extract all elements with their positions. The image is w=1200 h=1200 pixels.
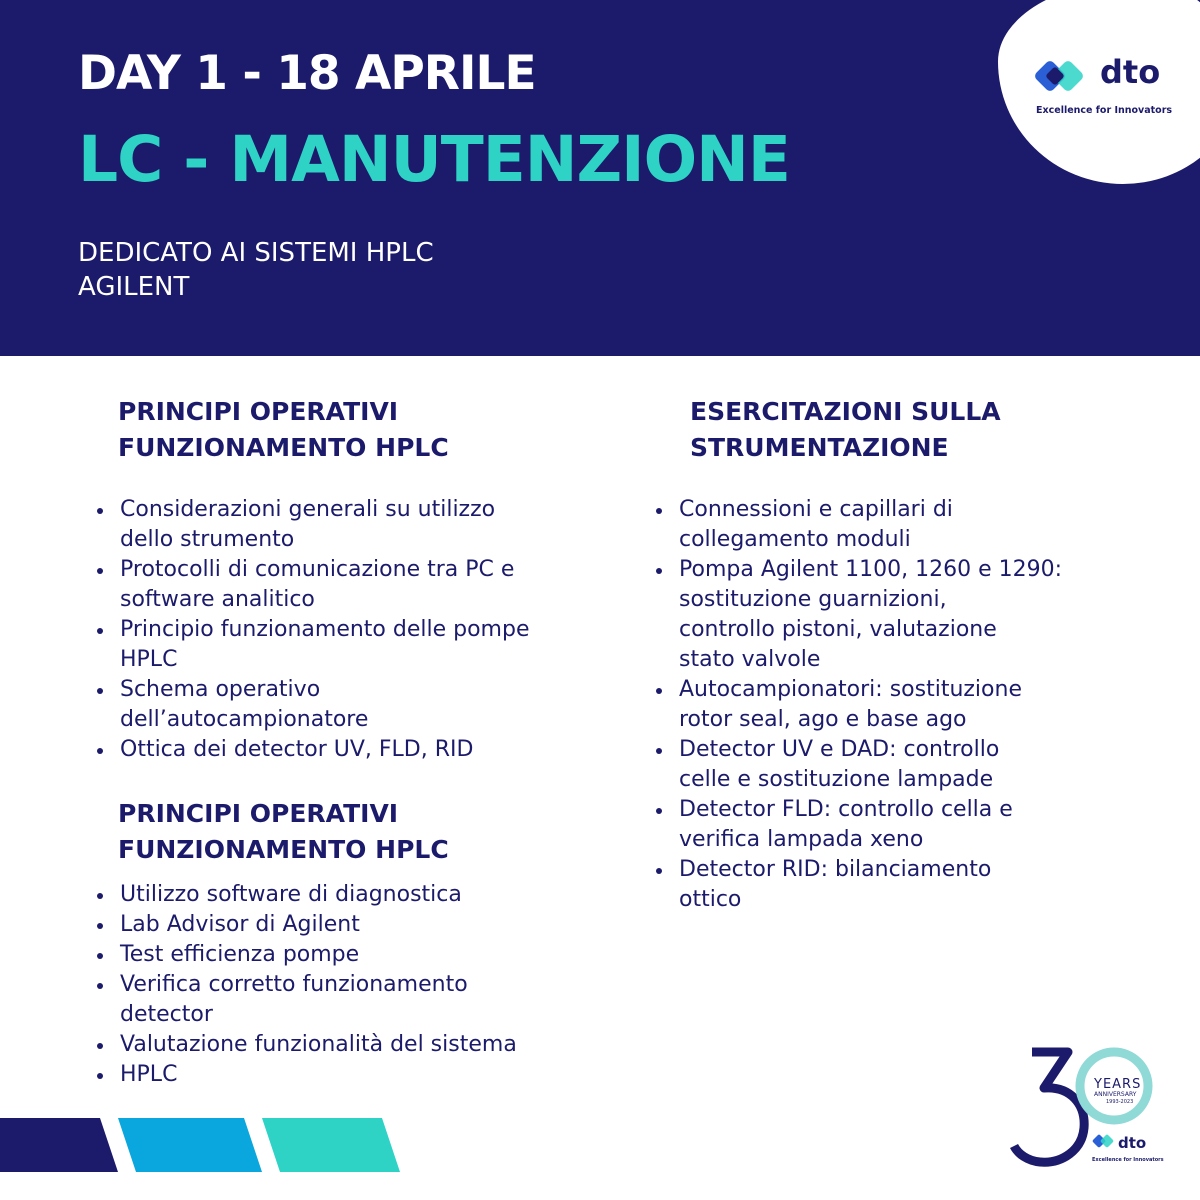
anniversary-30-logo	[1010, 1042, 1170, 1172]
subtitle-line-2: AGILENT	[78, 272, 190, 302]
list-item: Utilizzo software di diagnostica	[94, 880, 614, 910]
subtitle	[78, 236, 434, 304]
anniversary-years: YEARS	[1094, 1077, 1142, 1092]
section-title-esercitazioni	[690, 394, 1001, 466]
section-title-line: PRINCIPI OPERATIVI	[118, 397, 399, 426]
list-principi-2	[94, 880, 614, 1090]
list-principi-1	[94, 495, 614, 765]
logo-bubble	[998, 0, 1200, 184]
list-item: Connessioni e capillari di collegamento moduli	[653, 495, 1123, 555]
list-item: Detector RID: bilanciamento ottico	[653, 855, 1123, 915]
stripe-teal	[262, 1118, 400, 1172]
header-banner	[0, 0, 1200, 356]
list-esercitazioni	[653, 495, 1123, 915]
list-item: Schema operativo dell’autocampionatore	[94, 675, 614, 735]
decorative-stripes	[0, 1118, 400, 1172]
list-item: Verifica corretto funzionamento detector	[94, 970, 614, 1030]
list-item: Lab Advisor di Agilent	[94, 910, 614, 940]
list-item: Detector FLD: controllo cella e verifica lampada xeno	[653, 795, 1123, 855]
list-item: Pompa Agilent 1100, 1260 e 1290: sostituzione guarnizioni, controllo pistoni, valutazione stato valvole	[653, 555, 1123, 675]
section-title-line: ESERCITAZIONI SULLA	[690, 397, 1001, 426]
dto-logo-icon	[1034, 56, 1094, 96]
section-title-line: FUNZIONAMENTO HPLC	[118, 835, 449, 864]
anniversary-range: 1993-2023	[1106, 1099, 1134, 1105]
list-item: Ottica dei detector UV, FLD, RID	[94, 735, 614, 765]
small-dto-icon	[1092, 1134, 1114, 1148]
logo-tagline: Excellence for Innovators	[1036, 105, 1173, 116]
list-item: Autocampionatori: sostituzione rotor seal, ago e base ago	[653, 675, 1123, 735]
section-title-line: STRUMENTAZIONE	[690, 433, 949, 462]
section-title-principi-1	[118, 394, 449, 466]
anniversary-label: ANNIVERSARY	[1094, 1091, 1137, 1098]
stripe-navy	[0, 1118, 118, 1172]
section-title-line: PRINCIPI OPERATIVI	[118, 799, 399, 828]
stripe-cyan	[118, 1118, 262, 1172]
subtitle-line-1: DEDICATO AI SISTEMI HPLC	[78, 238, 434, 268]
list-item: Principio funzionamento delle pompe HPLC	[94, 615, 614, 675]
list-item: Test efficienza pompe	[94, 940, 614, 970]
list-item: HPLC	[94, 1060, 614, 1090]
list-item: Protocolli di comunicazione tra PC e software analitico	[94, 555, 614, 615]
anniversary-wordmark: dto	[1118, 1134, 1147, 1152]
list-item: Detector UV e DAD: controllo celle e sostituzione lampade	[653, 735, 1123, 795]
main-title: LC - MANUTENZIONE	[78, 123, 790, 196]
list-item: Valutazione funzionalità del sistema	[94, 1030, 614, 1060]
anniversary-tagline: Excellence for Innovators	[1092, 1157, 1164, 1163]
three-shape	[1014, 1052, 1084, 1162]
logo-wordmark: dto	[1100, 53, 1161, 91]
day-title: DAY 1 - 18 APRILE	[78, 46, 536, 101]
section-title-line: FUNZIONAMENTO HPLC	[118, 433, 449, 462]
section-title-principi-2	[118, 796, 449, 868]
list-item: Considerazioni generali su utilizzo dello strumento	[94, 495, 614, 555]
